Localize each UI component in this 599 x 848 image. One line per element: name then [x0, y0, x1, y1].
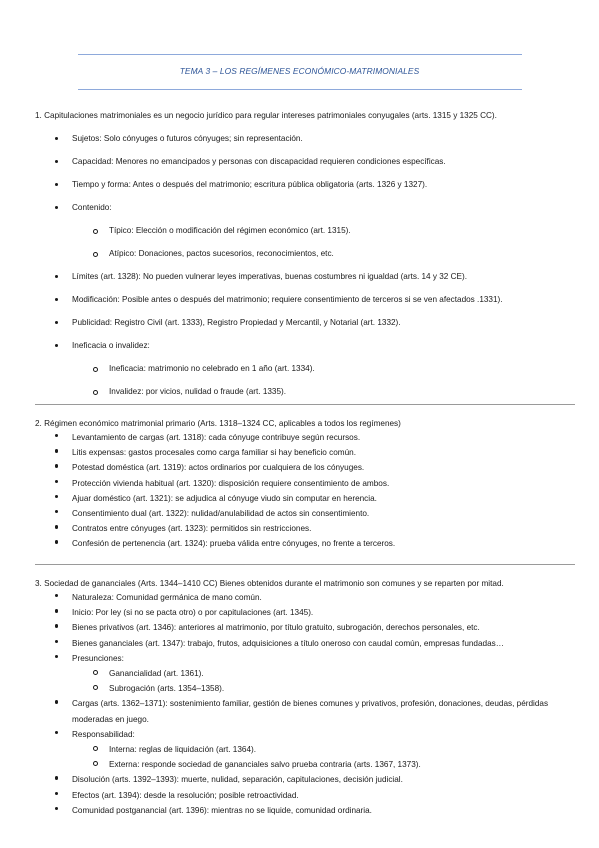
- list-item-label: Responsabilidad:: [72, 729, 135, 739]
- sub-list-item: Subrogación (arts. 1354–1358).: [72, 681, 575, 696]
- bullet-list: [35, 430, 575, 552]
- list-item: [35, 340, 575, 397]
- list-item: Modificación: Posible antes o después del matrimonio; requiere consentimiento de terceros si se ven afectados .1331).: [35, 294, 575, 305]
- list-item: Litis expensas: gastos procesales como carga familiar si hay beneficio común.: [35, 445, 575, 460]
- sub-list: [72, 666, 575, 696]
- list-item: [35, 651, 575, 697]
- list-item: Efectos (art. 1394): desde la resolución; posible retroactividad.: [35, 788, 575, 803]
- section-divider: [35, 564, 575, 565]
- section-divider: [35, 404, 575, 405]
- list-item: Cargas (arts. 1362–1371): sostenimiento familiar, gestión de bienes comunes y privativos, profesión, donaciones, deudas, pérdidas moderadas en juego.: [35, 696, 575, 726]
- section-capitulaciones: [35, 110, 575, 397]
- header-rule-top: [78, 54, 522, 55]
- sub-list-item: Externa: responde sociedad de gananciales salvo prueba contraria (arts. 1367, 1373).: [72, 757, 575, 772]
- sub-list: [72, 225, 575, 259]
- sub-list-item: Ganancialidad (art. 1361).: [72, 666, 575, 681]
- list-item: Tiempo y forma: Antes o después del matrimonio; escritura pública obligatoria (arts. 1326 y 1327).: [35, 179, 575, 190]
- bullet-list: [35, 133, 575, 397]
- list-item: Límites (art. 1328): No pueden vulnerar leyes imperativas, buenas costumbres ni igualdad (arts. 14 y 32 CE).: [35, 271, 575, 282]
- list-item: Comunidad postganancial (art. 1396): mientras no se liquide, comunidad ordinaria.: [35, 803, 575, 818]
- sub-list: [72, 363, 575, 397]
- list-item: Publicidad: Registro Civil (art. 1333), Registro Propiedad y Mercantil, y Notarial (art. 1332).: [35, 317, 575, 328]
- list-item: Sujetos: Solo cónyuges o futuros cónyuges; sin representación.: [35, 133, 575, 144]
- list-item: Potestad doméstica (art. 1319): actos ordinarios por cualquiera de los cónyuges.: [35, 460, 575, 475]
- list-item: Protección vivienda habitual (art. 1320): disposición requiere consentimiento de ambos.: [35, 476, 575, 491]
- section-heading: 2. Régimen económico matrimonial primario (Arts. 1318–1324 CC, aplicables a todos los regímenes): [35, 419, 401, 428]
- document-title: TEMA 3 – LOS REGÍMENES ECONÓMICO-MATRIMONIALES: [179, 66, 420, 76]
- section-heading: 1. Capitulaciones matrimoniales es un negocio jurídico para regular intereses patrimoniales conyugales (arts. 1315 y 1325 CC).: [35, 111, 497, 120]
- list-item: Contratos entre cónyuges (art. 1323): permitidos sin restricciones.: [35, 521, 575, 536]
- list-item: Naturaleza: Comunidad germánica de mano común.: [35, 590, 575, 605]
- list-item: Disolución (arts. 1392–1393): muerte, nulidad, separación, capitulaciones, decisión judicial.: [35, 772, 575, 787]
- header-rule-bottom: [78, 89, 522, 90]
- list-item: Capacidad: Menores no emancipados y personas con discapacidad requieren condiciones específicas.: [35, 156, 575, 167]
- sub-list-item: Atípico: Donaciones, pactos sucesorios, reconocimientos, etc.: [72, 248, 575, 259]
- list-item: Confesión de pertenencia (art. 1324): prueba válida entre cónyuges, no frente a terceros.: [35, 536, 575, 551]
- sub-list: [72, 742, 575, 772]
- section-gananciales: [35, 578, 575, 818]
- sub-list-item: Típico: Elección o modificación del régimen económico (art. 1315).: [72, 225, 575, 236]
- list-item-label: Contenido:: [72, 203, 112, 212]
- list-item: Consentimiento dual (art. 1322): nulidad/anulabilidad de actos sin consentimiento.: [35, 506, 575, 521]
- list-item: Bienes privativos (art. 1346): anteriores al matrimonio, por título gratuito, subrogación, derechos personales, etc.: [35, 620, 575, 635]
- list-item: [35, 202, 575, 259]
- list-item: Inicio: Por ley (si no se pacta otro) o por capitulaciones (art. 1345).: [35, 605, 575, 620]
- sub-list-item: Ineficacia: matrimonio no celebrado en 1 año (art. 1334).: [72, 363, 575, 374]
- bullet-list: [35, 590, 575, 818]
- list-item: Levantamiento de cargas (art. 1318): cada cónyuge contribuye según recursos.: [35, 430, 575, 445]
- sub-list-item: Interna: reglas de liquidación (art. 1364).: [72, 742, 575, 757]
- list-item: Bienes gananciales (art. 1347): trabajo, frutos, adquisiciones a título oneroso con caudal común, empresas fundadas…: [35, 636, 575, 651]
- sub-list-item: Invalidez: por vicios, nulidad o fraude (art. 1335).: [72, 386, 575, 397]
- section-heading: 3. Sociedad de gananciales (Arts. 1344–1410 CC) Bienes obtenidos durante el matrimonio son comunes y se reparten por mitad.: [35, 579, 504, 588]
- list-item-label: Presunciones:: [72, 653, 124, 663]
- list-item-label: Ineficacia o invalidez:: [72, 341, 150, 350]
- section-regimen-primario: [35, 418, 575, 552]
- list-item: [35, 727, 575, 773]
- list-item: Ajuar doméstico (art. 1321): se adjudica al cónyuge viudo sin computar en herencia.: [35, 491, 575, 506]
